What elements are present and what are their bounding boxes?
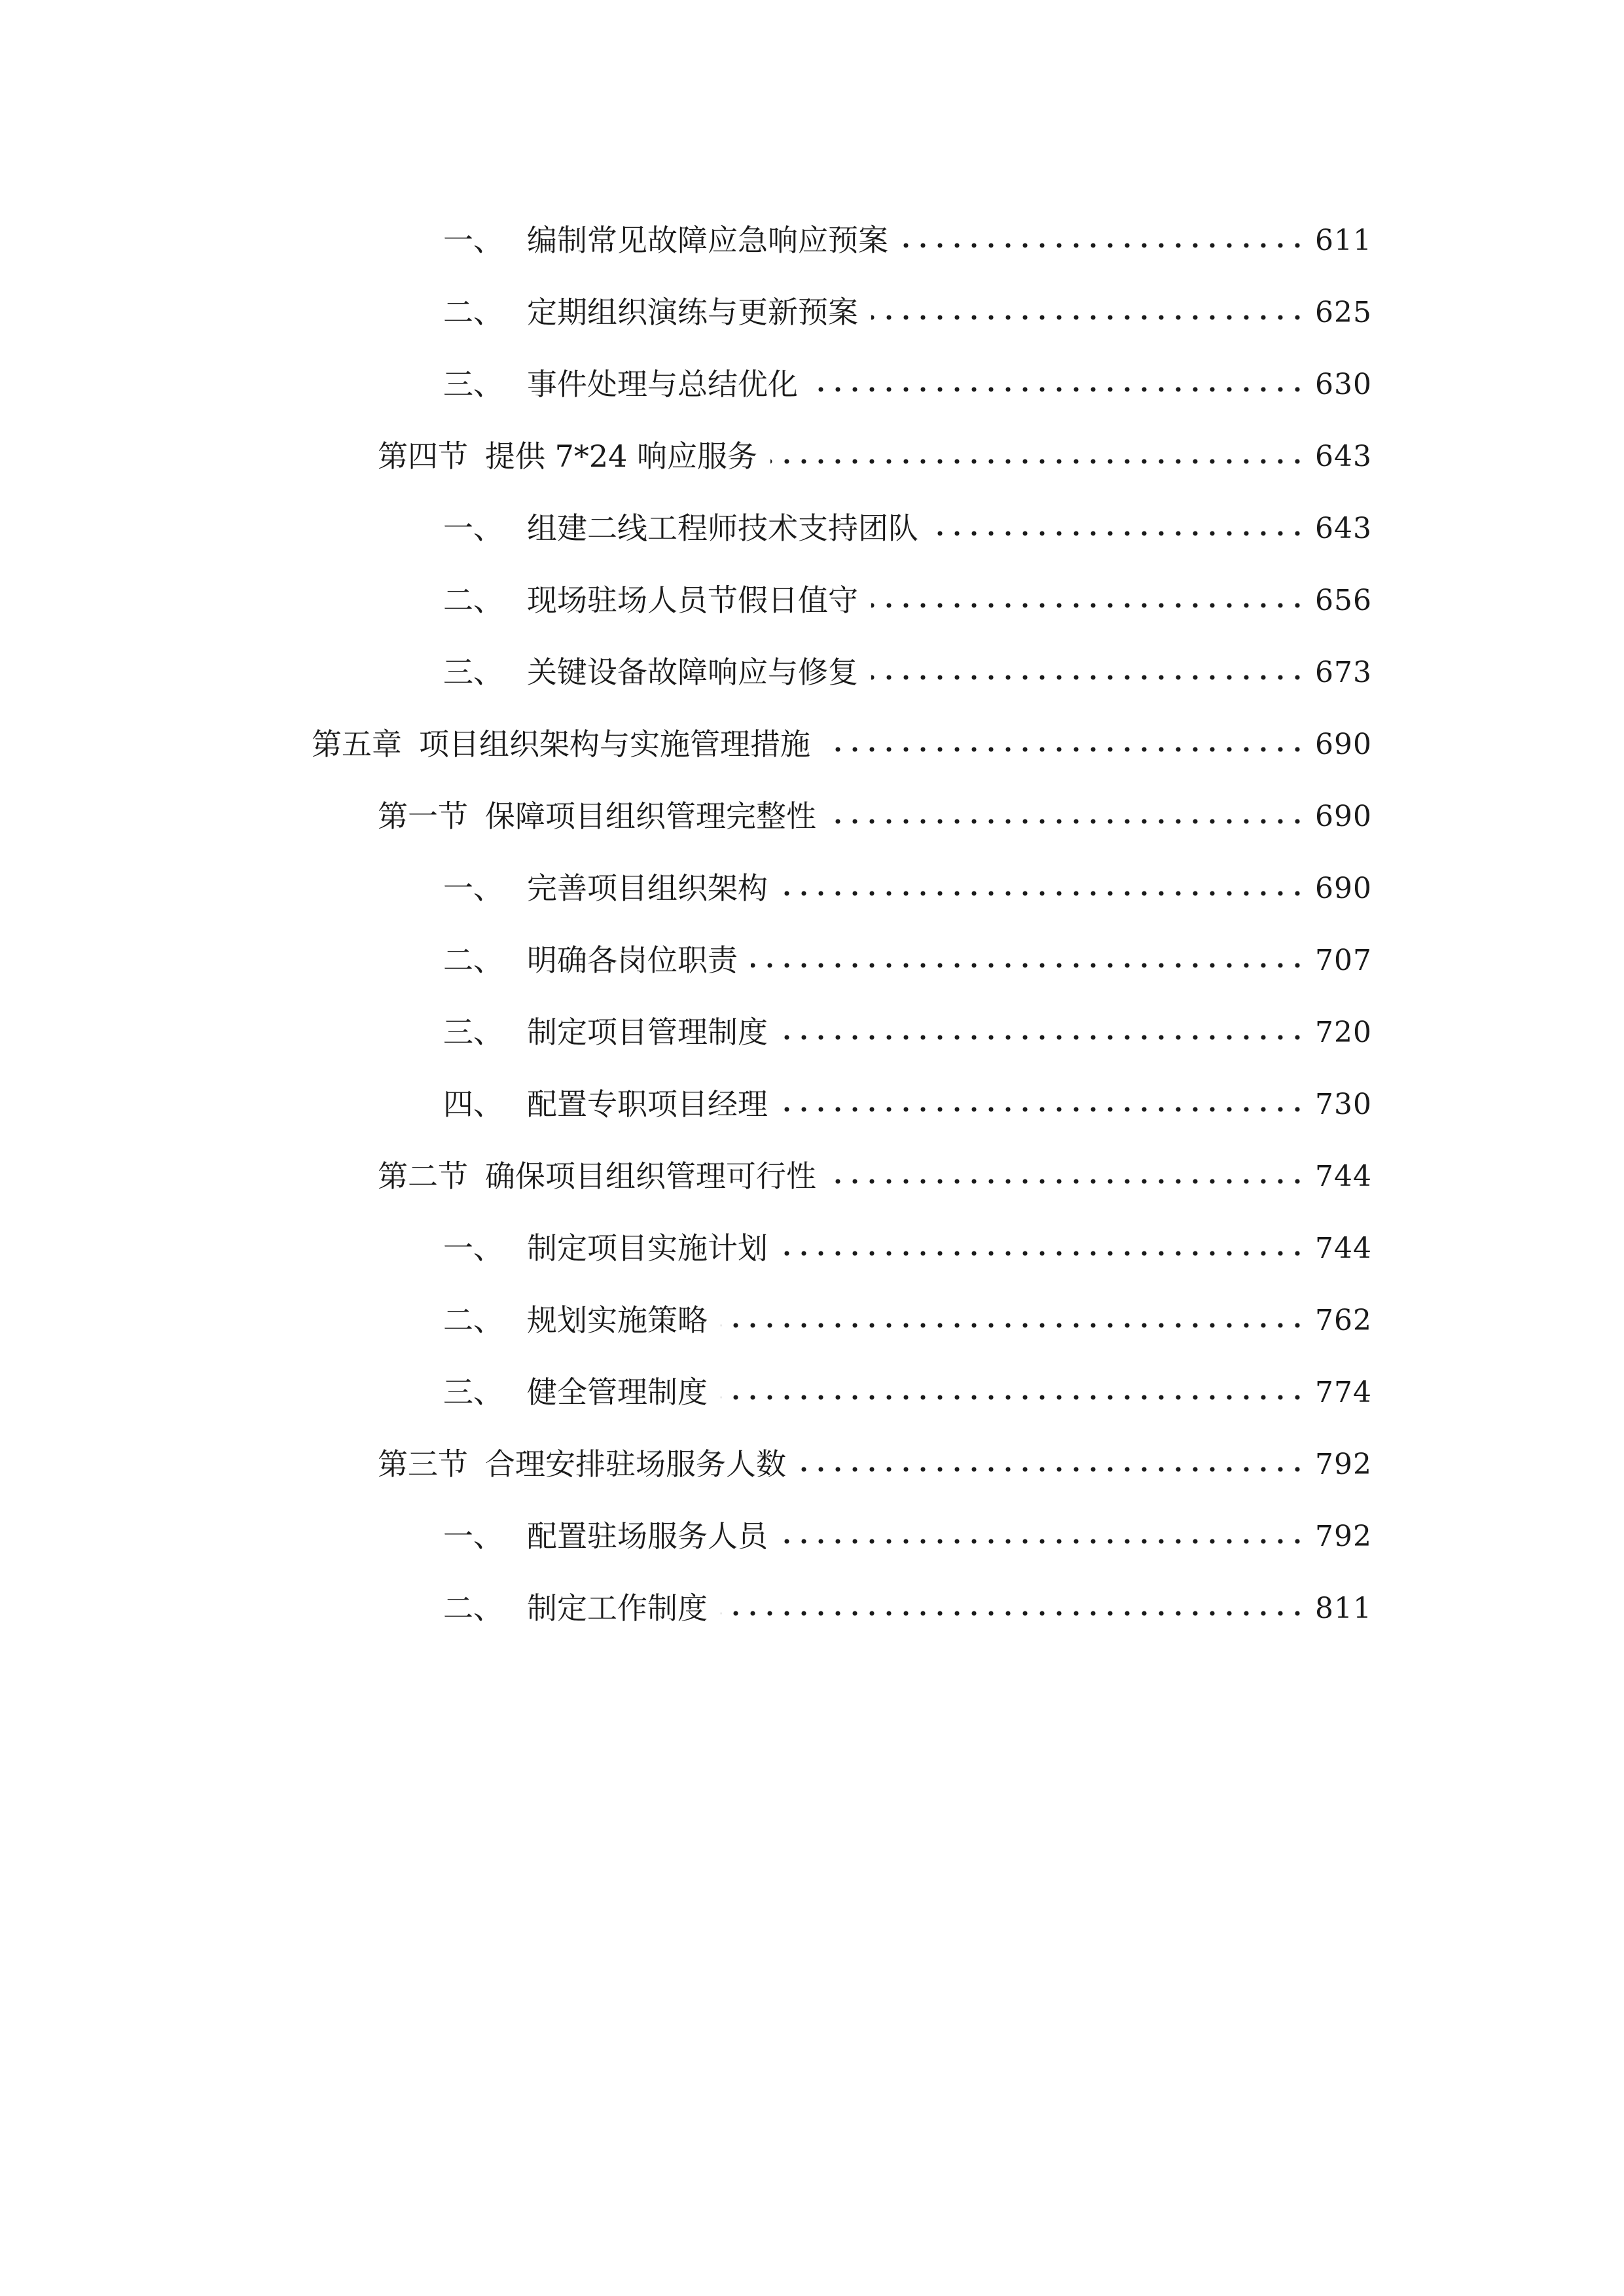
toc-entry-number: 一、: [443, 511, 503, 546]
toc-entry[interactable]: [443, 1211, 1372, 1266]
toc-entry-number: 一、: [443, 870, 503, 906]
dot-leader: [901, 241, 1306, 250]
toc-entry-title: 制定工作制度: [527, 1590, 708, 1626]
dot-leader: [721, 1321, 1306, 1330]
toc-entry[interactable]: [443, 1571, 1372, 1626]
toc-entry-number: 第二节: [378, 1158, 468, 1194]
toc-entry-title: 组建二线工程师技术支持团队: [527, 511, 918, 546]
toc-entry-page: 774: [1315, 1376, 1372, 1409]
toc-entry-number: 一、: [443, 1230, 503, 1266]
toc-entry-number: 二、: [443, 295, 503, 330]
toc-entry-number: 第一节: [378, 798, 468, 834]
toc-entry-number: 一、: [443, 223, 503, 258]
toc-entry-title: 健全管理制度: [527, 1374, 708, 1410]
toc-entry-page: 730: [1315, 1088, 1372, 1121]
toc-entry-title: 明确各岗位职责: [527, 942, 738, 978]
toc-entry-title: 完善项目组织架构: [527, 870, 768, 906]
toc-entry-page: 744: [1315, 1160, 1372, 1193]
toc-entry[interactable]: [378, 1427, 1372, 1482]
dot-leader: [781, 1033, 1306, 1042]
dot-leader: [871, 601, 1306, 610]
toc-entry-page: 707: [1315, 944, 1372, 977]
toc-entry-page: 673: [1315, 656, 1372, 689]
dot-leader: [871, 313, 1306, 322]
toc-entry[interactable]: [443, 635, 1372, 690]
dot-leader: [770, 457, 1306, 466]
toc-entry-title: 合理安排驻场服务人数: [485, 1446, 786, 1482]
toc-entry-page: 720: [1315, 1016, 1372, 1049]
dot-leader: [811, 385, 1306, 394]
toc-entry-page: 744: [1315, 1232, 1372, 1265]
toc-entry-title: 制定项目管理制度: [527, 1014, 768, 1050]
dot-leader: [799, 1465, 1306, 1474]
toc-entry-number: 二、: [443, 583, 503, 618]
toc-entry[interactable]: [443, 491, 1372, 546]
toc-entry-page: 630: [1315, 368, 1372, 401]
toc-entry-title: 定期组织演练与更新预案: [527, 295, 858, 330]
dot-leader: [781, 1249, 1306, 1258]
toc-entry-page: 643: [1315, 512, 1372, 545]
toc-entry-title: 现场驻场人员节假日值守: [527, 583, 858, 618]
toc-entry[interactable]: [378, 419, 1372, 474]
toc-entry-number: 三、: [443, 1374, 503, 1410]
toc-entry[interactable]: [378, 1139, 1372, 1194]
toc-entry-title: 确保项目组织管理可行性: [485, 1158, 816, 1194]
toc-entry-title: 项目组织架构与实施管理措施: [419, 726, 810, 762]
toc-entry-number: 第四节: [378, 439, 468, 474]
toc-entry[interactable]: [443, 563, 1372, 618]
dot-leader: [781, 1537, 1306, 1546]
toc-entry-page: 792: [1315, 1448, 1372, 1481]
toc-entry-page: 690: [1315, 728, 1372, 761]
toc-entry-number: 四、: [443, 1086, 503, 1122]
toc-entry-title: 制定项目实施计划: [527, 1230, 768, 1266]
toc-entry-number: 三、: [443, 655, 503, 690]
toc-entry-title: 编制常见故障应急响应预案: [527, 223, 888, 258]
toc-entry[interactable]: [443, 203, 1372, 258]
toc-entry-title: 提供 7*24 响应服务: [485, 439, 758, 474]
toc-entry[interactable]: [443, 1283, 1372, 1338]
dot-leader: [781, 889, 1306, 898]
toc-entry-number: 三、: [443, 367, 503, 402]
toc-entry-number: 二、: [443, 1302, 503, 1338]
toc-entry-title: 事件处理与总结优化: [527, 367, 798, 402]
toc-entry-number: 第五章: [312, 726, 402, 762]
toc-entry-page: 643: [1315, 440, 1372, 473]
toc-entry[interactable]: [378, 779, 1372, 834]
dot-leader: [823, 745, 1306, 754]
toc-entry[interactable]: [443, 1067, 1372, 1122]
dot-leader: [751, 961, 1306, 970]
toc-entry[interactable]: [443, 347, 1372, 402]
toc-entry-page: 690: [1315, 800, 1372, 833]
dot-leader: [781, 1105, 1306, 1114]
toc-entry-number: 二、: [443, 942, 503, 978]
toc-entry-title: 配置驻场服务人员: [527, 1518, 768, 1554]
toc-entry-number: 第三节: [378, 1446, 468, 1482]
dot-leader: [829, 1177, 1306, 1186]
toc-entry-number: 二、: [443, 1590, 503, 1626]
dot-leader: [721, 1393, 1306, 1402]
dot-leader: [931, 529, 1306, 538]
toc-entry-page: 811: [1315, 1592, 1372, 1625]
toc-entry-title: 规划实施策略: [527, 1302, 708, 1338]
toc-entry-title: 关键设备故障响应与修复: [527, 655, 858, 690]
toc-entry[interactable]: [443, 275, 1372, 330]
toc-entry-page: 762: [1315, 1304, 1372, 1337]
toc-entry-title: 配置专职项目经理: [527, 1086, 768, 1122]
toc-entry-page: 611: [1315, 224, 1372, 257]
toc-entry[interactable]: [443, 851, 1372, 906]
toc-entry-number: 三、: [443, 1014, 503, 1050]
dot-leader: [829, 817, 1306, 826]
toc-entry-page: 792: [1315, 1520, 1372, 1553]
toc-entry-page: 690: [1315, 872, 1372, 905]
toc-entry[interactable]: [443, 1499, 1372, 1554]
toc-entry-page: 656: [1315, 584, 1372, 617]
toc-entry-page: 625: [1315, 296, 1372, 329]
toc-entry[interactable]: [312, 707, 1372, 762]
toc-entry-title: 保障项目组织管理完整性: [485, 798, 816, 834]
toc-entry[interactable]: [443, 1355, 1372, 1410]
toc-entry[interactable]: [443, 923, 1372, 978]
toc-entry-number: 一、: [443, 1518, 503, 1554]
toc-entry[interactable]: [443, 995, 1372, 1050]
dot-leader: [721, 1609, 1306, 1618]
dot-leader: [871, 673, 1306, 682]
